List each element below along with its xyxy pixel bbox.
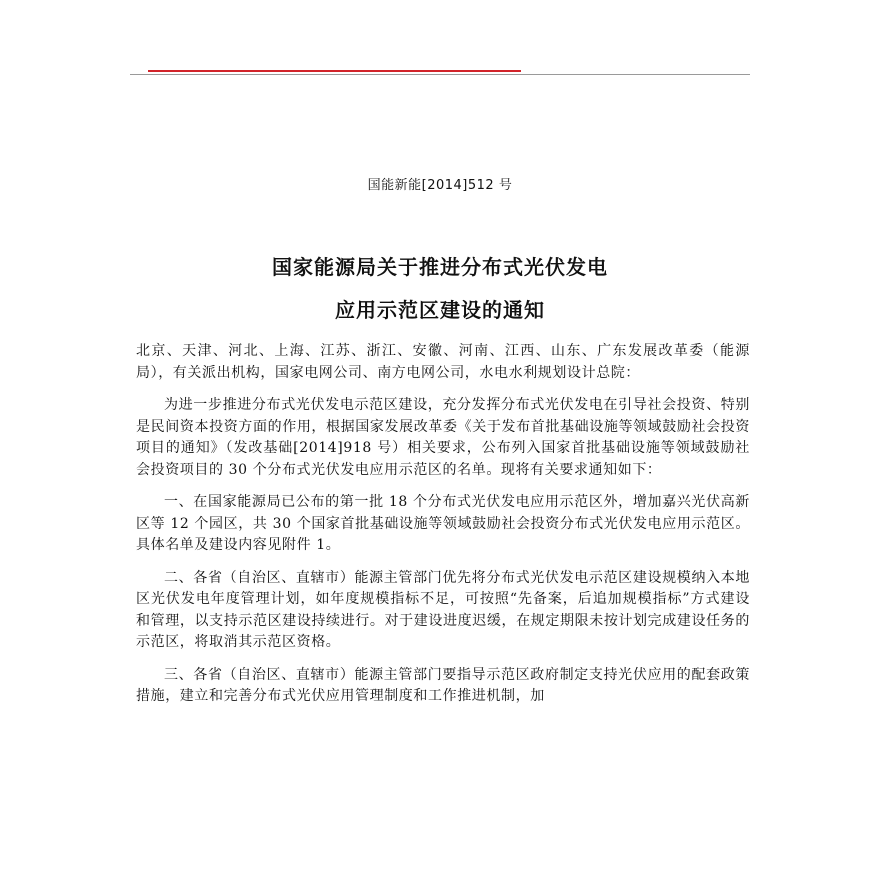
body-paragraph: 一、在国家能源局已公布的第一批 18 个分布式光伏发电应用示范区外，增加嘉兴光伏高新区等 12 个园区，共 30 个国家首批基础设施等领域鼓励社会投资分布式光伏发电应用示范区。具体名单及建设内容见附件 1。 [136,494,750,553]
recipients-paragraph: 北京、天津、河北、上海、江苏、浙江、安徽、河南、江西、山东、广东发展改革委（能源局），有关派出机构，国家电网公司、南方电网公司，水电水利规划设计总院： [136,343,750,381]
document-body [136,341,750,719]
document-title-line-1: 国家能源局关于推进分布式光伏发电 [272,255,608,279]
header-gray-rule [130,74,750,75]
document-number: 国能新能[2014]512 号 [367,178,513,193]
document-title-line-2: 应用示范区建设的通知 [335,298,545,322]
body-paragraph: 三、各省（自治区、直辖市）能源主管部门要指导示范区政府制定支持光伏应用的配套政策措施，建立和完善分布式光伏应用管理制度和工作推进机制，加 [136,666,750,704]
body-paragraph: 为进一步推进分布式光伏发电示范区建设，充分发挥分布式光伏发电在引导社会投资、特别是民间资本投资方面的作用，根据国家发展改革委《关于发布首批基础设施等领域鼓励社会投资项目的通知》（发改基础[2014]918 号）相关要求，公布列入国家首批基础设施等领域鼓励社会投资项目的 30 个分布式光伏发电应用示范区的名单。现将有关要求通知如下： [136,397,750,478]
header-red-rule [148,70,521,72]
body-paragraph: 二、各省（自治区、直辖市）能源主管部门优先将分布式光伏发电示范区建设规模纳入本地区光伏发电年度管理计划，如年度规模指标不足，可按照“先备案，后追加规模指标”方式建设和管理，以支持示范区建设持续进行。对于建设进度迟缓，在规定期限未按计划完成建设任务的示范区，将取消其示范区资格。 [136,569,750,650]
